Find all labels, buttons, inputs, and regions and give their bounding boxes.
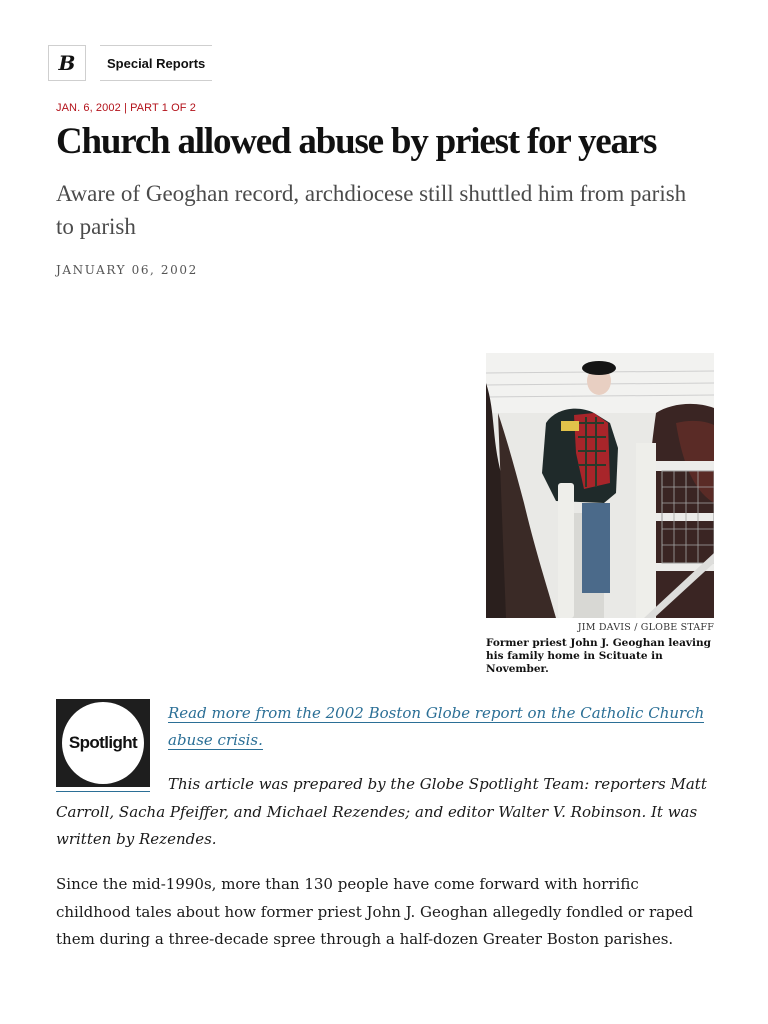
photo-credit: JIM DAVIS / GLOBE STAFF xyxy=(577,622,714,633)
spotlight-word: Spotlight xyxy=(68,733,138,752)
article-figure xyxy=(486,353,714,676)
body-paragraph: Since the mid-1990s, more than 130 people have come forward with horrific childhood tales about how former priest John J. Geoghan allegedly fondled or raped them during a three-decade spree through a half-dozen Greater Boston parishes. xyxy=(56,875,694,948)
special-reports-link[interactable]: Special Reports xyxy=(100,45,212,81)
article-credits: This article was prepared by the Globe Spotlight Team: reporters Matt Carroll, Sacha Pfeiffer, and Michael Rezendes; and editor Walter V. Robinson. It was written by Rezendes. xyxy=(56,775,707,848)
article-headline: Church allowed abuse by priest for years xyxy=(56,121,657,162)
read-more-text[interactable]: Read more from the 2002 Boston Globe report on the Catholic Church abuse crisis. xyxy=(168,704,705,749)
spotlight-read-more-link[interactable] xyxy=(168,700,708,754)
geoghan-photo xyxy=(486,353,714,618)
globe-logo[interactable]: B xyxy=(48,45,86,81)
article-dek: Aware of Geoghan record, archdiocese still shuttled him from parish to parish xyxy=(56,181,687,239)
photo-caption: Former priest John J. Geoghan leaving his family home in Scituate in November. xyxy=(486,637,711,675)
article-kicker: JAN. 6, 2002 | PART 1 OF 2 xyxy=(56,102,196,114)
top-nav xyxy=(48,44,212,82)
article-date: JANUARY 06, 2002 xyxy=(56,263,198,277)
